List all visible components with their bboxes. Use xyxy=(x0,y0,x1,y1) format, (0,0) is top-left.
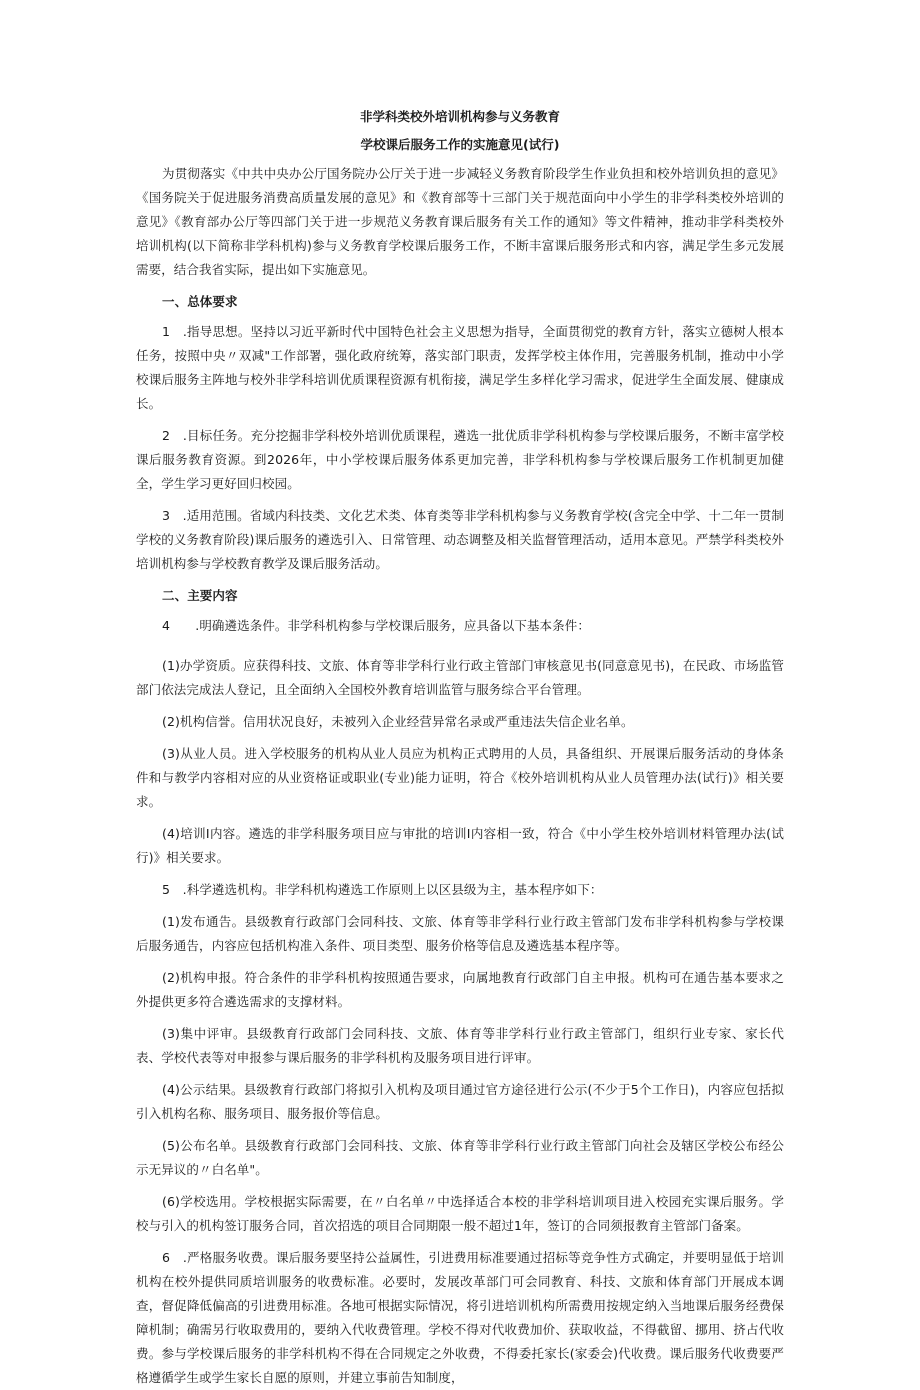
document-title-line2: 学校课后服务工作的实施意见(试行) xyxy=(360,137,560,152)
paragraph-selection-procedure: 5 .科学遴选机构。非学科机构遴选工作原则上以区县级为主，基本程序如下： xyxy=(162,882,603,897)
document-title-line1: 非学科类校外培训机构参与义务教育 xyxy=(359,109,560,124)
intro-paragraph: 为贯彻落实《中共中央办公厅国务院办公厅关于进一步减轻义务教育阶段学生作业负担和校外培训负担的意见》《国务院关于促进服务消费高质量发展的意见》和《教育部等十三部门关于规范面向中小学生的非学科类校外培训的意见》《教育部办公厅等四部门关于进一步规范义务教育课后服务有关工作的通知》等文件精神，推动非学科类校外培训机构(以下简称非学科机构)参与义务教育学校课后服务工作，不断丰富课后服务形式和内容，满足学生多元发展需要，结合我省实际，提出如下实施意见。 xyxy=(136,166,784,277)
paragraph-guiding-thought: 1 .指导思想。坚持以习近平新时代中国特色社会主义思想为指导，全面贯彻党的教育方针，落实立德树人根本任务，按照中央〃双减"工作部署，强化政府统筹，落实部门职责，发挥学校主体作用，完善服务机制，推动中小学校课后服务主阵地与校外非学科培训优质课程资源有机衔接，满足学生多样化学习需求，促进学生全面发展、健康成长。 xyxy=(136,324,784,411)
list-item-publicity: (4)公示结果。县级教育行政部门将拟引入机构及项目通过官方途径进行公示(不少于5个工作日)，内容应包括拟引入机构名称、服务项目、服务报价等信息。 xyxy=(136,1082,784,1121)
list-item-credit: (2)机构信誉。信用状况良好，未被列入企业经营异常名录或严重违法失信企业名单。 xyxy=(162,714,634,729)
list-item-publish-notice: (1)发布通告。县级教育行政部门会同科技、文旅、体育等非学科行业行政主管部门发布非学科机构参与学校课后服务通告，内容应包括机构准入条件、项目类型、服务价格等信息及遴选基本程序等。 xyxy=(136,914,784,953)
paragraph-selection-conditions: 4 .明确遴选条件。非学科机构参与学校课后服务，应具备以下基本条件： xyxy=(162,618,590,633)
paragraph-fees: 6 .严格服务收费。课后服务要坚持公益属性，引进费用标准要通过招标等竞争性方式确定，并要明显低于培训机构在校外提供同质培训服务的收费标准。必要时，发展改革部门可会同教育、科技、文旅和体育部门开展成本调查，督促降低偏高的引进费用标准。各地可根据实际情况，将引进培训机构所需费用按规定纳入当地课后服务经费保障机制；确需另行收取费用的，要纳入代收费管理。学校不得对代收费加价、获取收益，不得截留、挪用、挤占代收费。参与学校课后服务的非学科机构不得在合同规定之外收费，不得委托家长(家委会)代收费。课后服务代收费要严格遵循学生或学生家长自愿的原则，并建立事前告知制度， xyxy=(136,1250,784,1385)
list-item-training-content: (4)培训I内容。遴选的非学科服务项目应与审批的培训I内容相一致，符合《中小学生校外培训材料管理办法(试行)》相关要求。 xyxy=(136,826,784,865)
section-heading-general: 一、总体要求 xyxy=(162,294,238,309)
paragraph-target-tasks: 2 .目标任务。充分挖掘非学科校外培训优质课程，遴选一批优质非学科机构参与学校课后服务，不断丰富学校课后服务教育资源。到2026年，中小学校课后服务体系更加完善，非学科机构参与学校课后服务工作机制更加健全，学生学习更好回归校园。 xyxy=(136,428,784,491)
list-item-staff: (3)从业人员。进入学校服务的机构从业人员应为机构正式聘用的人员，具备组织、开展课后服务活动的身体条件和与教学内容相对应的从业资格证或职业(专业)能力证明，符合《校外培训机构从业人员管理办法(试行)》相关要求。 xyxy=(136,746,784,809)
list-item-application: (2)机构申报。符合条件的非学科机构按照通告要求，向属地教育行政部门自主申报。机构可在通告基本要求之外提供更多符合遴选需求的支撑材料。 xyxy=(136,970,784,1009)
paragraph-scope: 3 .适用范围。省域内科技类、文化艺术类、体育类等非学科机构参与义务教育学校(含完全中学、十二年一贯制学校的义务教育阶段)课后服务的遴选引入、日常管理、动态调整及相关监督管理活动，适用本意见。严禁学科类校外培训机构参与学校教育教学及课后服务活动。 xyxy=(136,508,784,571)
list-item-whitelist: (5)公布名单。县级教育行政部门会同科技、文旅、体育等非学科行业行政主管部门向社会及辖区学校公布经公示无异议的〃白名单"。 xyxy=(136,1138,784,1177)
list-item-qualification: (1)办学资质。应获得科技、文旅、体育等非学科行业行政主管部门审核意见书(同意意见书)，在民政、市场监管部门依法完成法人登记，且全面纳入全国校外教育培训监管与服务综合平台管理。 xyxy=(136,658,784,697)
list-item-review: (3)集中评审。县级教育行政部门会同科技、文旅、体育等非学科行业行政主管部门，组织行业专家、家长代表、学校代表等对申报参与课后服务的非学科机构及服务项目进行评审。 xyxy=(136,1026,784,1065)
list-item-school-selection: (6)学校选用。学校根据实际需要，在〃白名单〃中选择适合本校的非学科培训项目进入校园充实课后服务。学校与引入的机构签订服务合同，首次招选的项目合同期限一般不超过1年，签订的合同须报教育主管部门备案。 xyxy=(136,1194,784,1233)
section-heading-main-content: 二、主要内容 xyxy=(162,588,238,603)
